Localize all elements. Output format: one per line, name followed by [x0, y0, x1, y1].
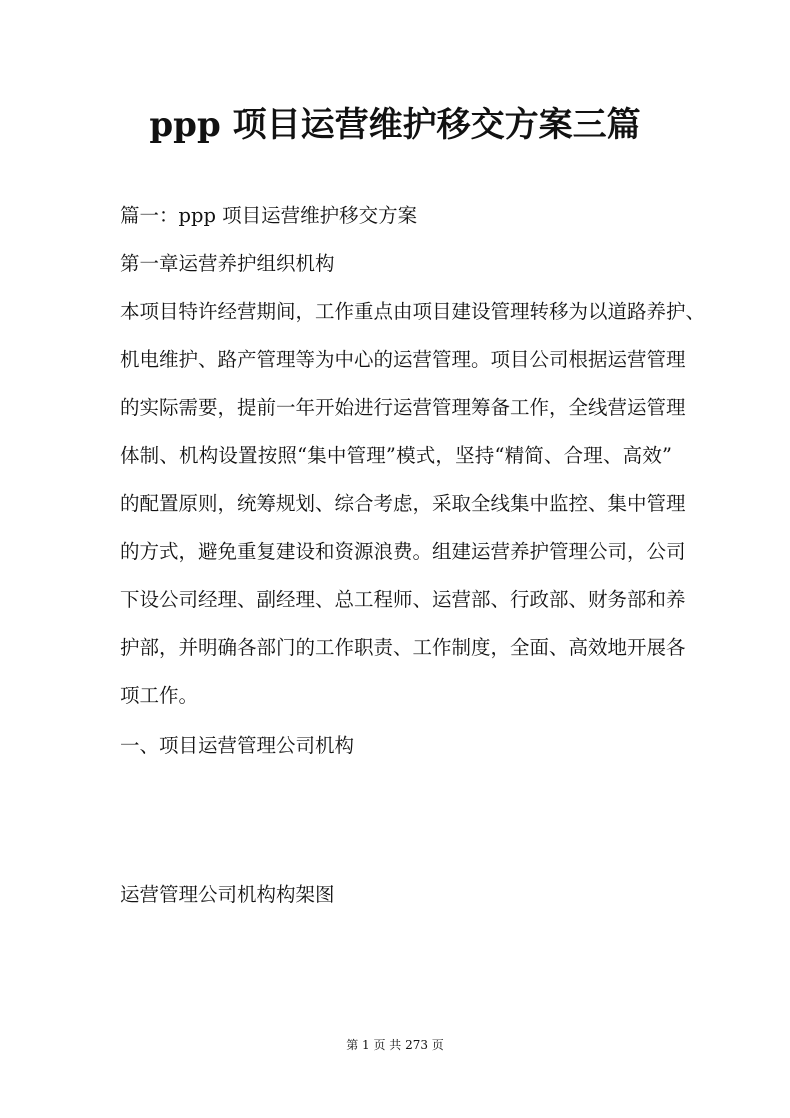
- section-heading: 篇一：ppp 项目运营维护移交方案: [120, 204, 418, 227]
- document-title: ppp 项目运营维护移交方案三篇: [149, 105, 641, 145]
- subsection-heading: 一、项目运营管理公司机构: [120, 734, 355, 757]
- chapter-heading: 第一章运营养护组织机构: [120, 252, 335, 275]
- paragraph-line: 护部，并明确各部门的工作职责、工作制度，全面、高效地开展各: [120, 636, 686, 659]
- paragraph-line: 下设公司经理、副经理、总工程师、运营部、行政部、财务部和养: [120, 588, 686, 611]
- figure-caption: 运营管理公司机构构架图: [120, 883, 335, 906]
- page-footer: 第 1 页 共 273 页: [346, 1038, 444, 1052]
- paragraph-line: 体制、机构设置按照“集中管理”模式，坚持“精简、合理、高效”: [120, 444, 672, 467]
- paragraph-line: 的方式，避免重复建设和资源浪费。组建运营养护管理公司，公司: [120, 540, 686, 563]
- paragraph-line: 机电维护、路产管理等为中心的运营管理。项目公司根据运营管理: [120, 348, 686, 371]
- paragraph-line: 项工作。: [120, 684, 199, 707]
- paragraph-line: 的实际需要，提前一年开始进行运营管理筹备工作，全线营运管理: [120, 396, 686, 419]
- paragraph-line: 的配置原则，统筹规划、综合考虑，采取全线集中监控、集中管理: [120, 492, 686, 515]
- paragraph-line: 本项目特许经营期间，工作重点由项目建设管理转移为以道路养护、: [120, 300, 706, 323]
